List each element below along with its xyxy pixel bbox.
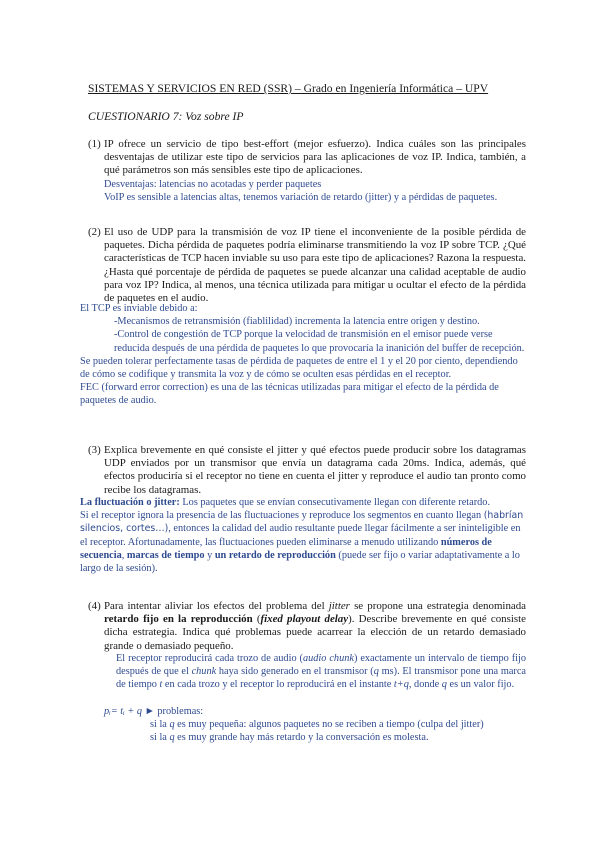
answer-line: [80, 509, 528, 575]
answer-text: es muy grande hay más retardo y la conversación es molesta.: [174, 732, 429, 744]
answer-note: (habrían silencios, cortes…): [80, 510, 524, 535]
answer-text: en cada trozo y el receptor lo reproducirá en el instante: [162, 679, 394, 691]
answer-text: q: [373, 666, 379, 678]
answer-text: si la: [150, 719, 170, 731]
answer-text: ,: [121, 549, 127, 561]
answer-line: VoIP es sensible a latencias altas, tenemos variación de retardo (jitter) y a pérdidas de paquetes.: [104, 192, 498, 204]
answer-text: q: [169, 732, 175, 744]
answer-line: [116, 652, 526, 692]
answer-text: problemas:: [157, 706, 204, 717]
answer-text: es muy pequeña: algunos paquetes no se reciben a tiempo (culpa del jitter): [174, 719, 484, 731]
answer-text: t: [159, 679, 163, 691]
question-text: (: [252, 613, 261, 626]
answer-text: Si el receptor ignora la presencia de las fluctuaciones y reproduce los segmentos en cuanto llegan: [80, 510, 484, 522]
answer-line: FEC (forward error correction) es una de las técnicas utilizadas para mitigar el efecto de la pérdida de paquetes de audio.: [80, 382, 499, 407]
answer-line: Desventajas: latencias no acotadas y perder paquetes: [104, 179, 322, 190]
answer-line: [104, 731, 526, 744]
answer-text: (puede ser fijo o variar adaptativamente a lo largo de la sesión).: [80, 549, 520, 575]
question-text: jitter: [328, 600, 350, 612]
answer-line: [104, 705, 526, 718]
page-subtitle: CUESTIONARIO 7: Voz sobre IP: [88, 110, 244, 123]
answer-line: -Control de congestión de TCP porque la velocidad de transmisión en el emisor puede verse reducida después de una pérdida de paquetes lo que provocaría la inanición del buffer de recepción.: [114, 329, 525, 354]
question-text: se propone una estrategia denominada: [349, 600, 527, 612]
question-text: retardo fijo en la reproducción: [104, 613, 253, 626]
answer-bold: números de secuencia: [80, 536, 492, 561]
answer-text: chunk: [191, 666, 217, 678]
question-text: fixed playout delay: [260, 613, 349, 626]
formula: pᵢ= tᵢ + q: [104, 706, 143, 717]
answer-text: ) exactamente un intervalo de tiempo fijo después de que el: [116, 653, 526, 678]
arrow-icon: ►: [144, 706, 155, 717]
question-number: (4): [88, 600, 101, 612]
question-2-text: El uso de UDP para la transmisión de voz IP tiene el inconveniente de la posible pérdida de paquetes. Dicha pérdida de paquetes podría eliminarse transmitiendo la voz IP sobre TCP. ¿Qué características de TCP hacen inviable su uso para este tipo de aplicaciones? Razona la respuesta. ¿Hasta qué porcentaje de pérdida de paquetes se puede alcanzar una calidad aceptable de audio para voz IP? Indica, al menos, una técnica utilizada para mitigar u ocultar el efecto de la pérdida de paquetes en el audio.: [104, 226, 526, 305]
question-text: . Describe brevemente en qué consiste dicha estrategia. Indica qué problemas puede acarrear la elección de un retardo demasiado grande o demasiado pequeño.: [104, 613, 526, 652]
answer-bold: un retardo de reproducción: [214, 549, 336, 561]
answer-1: [104, 178, 526, 204]
answer-text: El receptor reproducirá cada trozo de audio (: [116, 653, 303, 664]
answer-4-problems: [104, 705, 526, 745]
answer-line: Se pueden tolerar perfectamente tasas de pérdida de paquetes de entre el 1 y el 20 por ciento, dependiendo de cómo se codifique y transmita la voz y de cómo se oculten esas pérdidas en el receptor.: [80, 355, 518, 381]
question-text: ): [348, 613, 352, 626]
answer-text: , donde: [408, 679, 442, 691]
answer-text: ms). El transmisor pone una marca de tiempo: [116, 666, 526, 691]
answer-line: -Mecanismos de retransmisión (fiablilidad) incrementa la latencia entre origen y destino.: [114, 316, 480, 328]
question-3-text: Explica brevemente en qué consiste el jitter y qué efectos puede producir sobre los datagramas UDP enviados por un transmisor que envía un datagrama cada 20ms. Indica, además, qué efectos produciría si el receptor no tiene en cuenta el jitter y reproduce el audio tan pronto como recibe los datagramas.: [104, 444, 526, 496]
answer-text: si la: [150, 732, 170, 744]
question-text: Para intentar aliviar los efectos del problema del: [104, 600, 329, 612]
answer-line: [80, 496, 528, 509]
answer-text: Los paquetes que se envían consecutivamente llegan con diferente retardo.: [179, 497, 491, 508]
answer-text: es un valor fijo.: [446, 679, 515, 691]
question-1-text: IP ofrece un servicio de tipo best-effort (mejor esfuerzo). Indica cuáles son las principales desventajas de utilizar este tipo de servicios para las aplicaciones de voz IP. Indica, también, a qué parámetros son más sensibles este tipo de aplicaciones.: [104, 138, 526, 177]
question-4-text: [104, 600, 526, 653]
answer-2: [80, 302, 528, 408]
question-number: (1): [88, 138, 101, 150]
answer-bold: marcas de tiempo: [126, 549, 205, 561]
answer-4: [116, 652, 526, 692]
question-number: (3): [88, 444, 101, 456]
answer-text: y: [204, 549, 215, 561]
page-header: SISTEMAS Y SERVICIOS EN RED (SSR) – Grado en Ingeniería Informática – UPV: [88, 82, 489, 95]
answer-text: haya sido generado en el transmisor (: [216, 666, 374, 678]
answer-line: [104, 718, 526, 731]
answer-text: audio chunk: [302, 653, 354, 664]
answer-3: [80, 496, 528, 575]
answer-bold: La fluctuación o jitter:: [80, 497, 180, 508]
answer-text: q: [169, 719, 175, 731]
answer-line: El TCP es inviable debido a:: [80, 303, 198, 314]
answer-text: , entonces la calidad del audio resultante puede llegar fácilmente a ser ininteligible en el receptor. Afortunadamente, las fluctuaciones pueden eliminarse a menudo utilizando: [80, 523, 521, 548]
answer-text: q: [441, 679, 447, 691]
answer-text: t+q: [393, 679, 409, 691]
question-number: (2): [88, 226, 101, 238]
